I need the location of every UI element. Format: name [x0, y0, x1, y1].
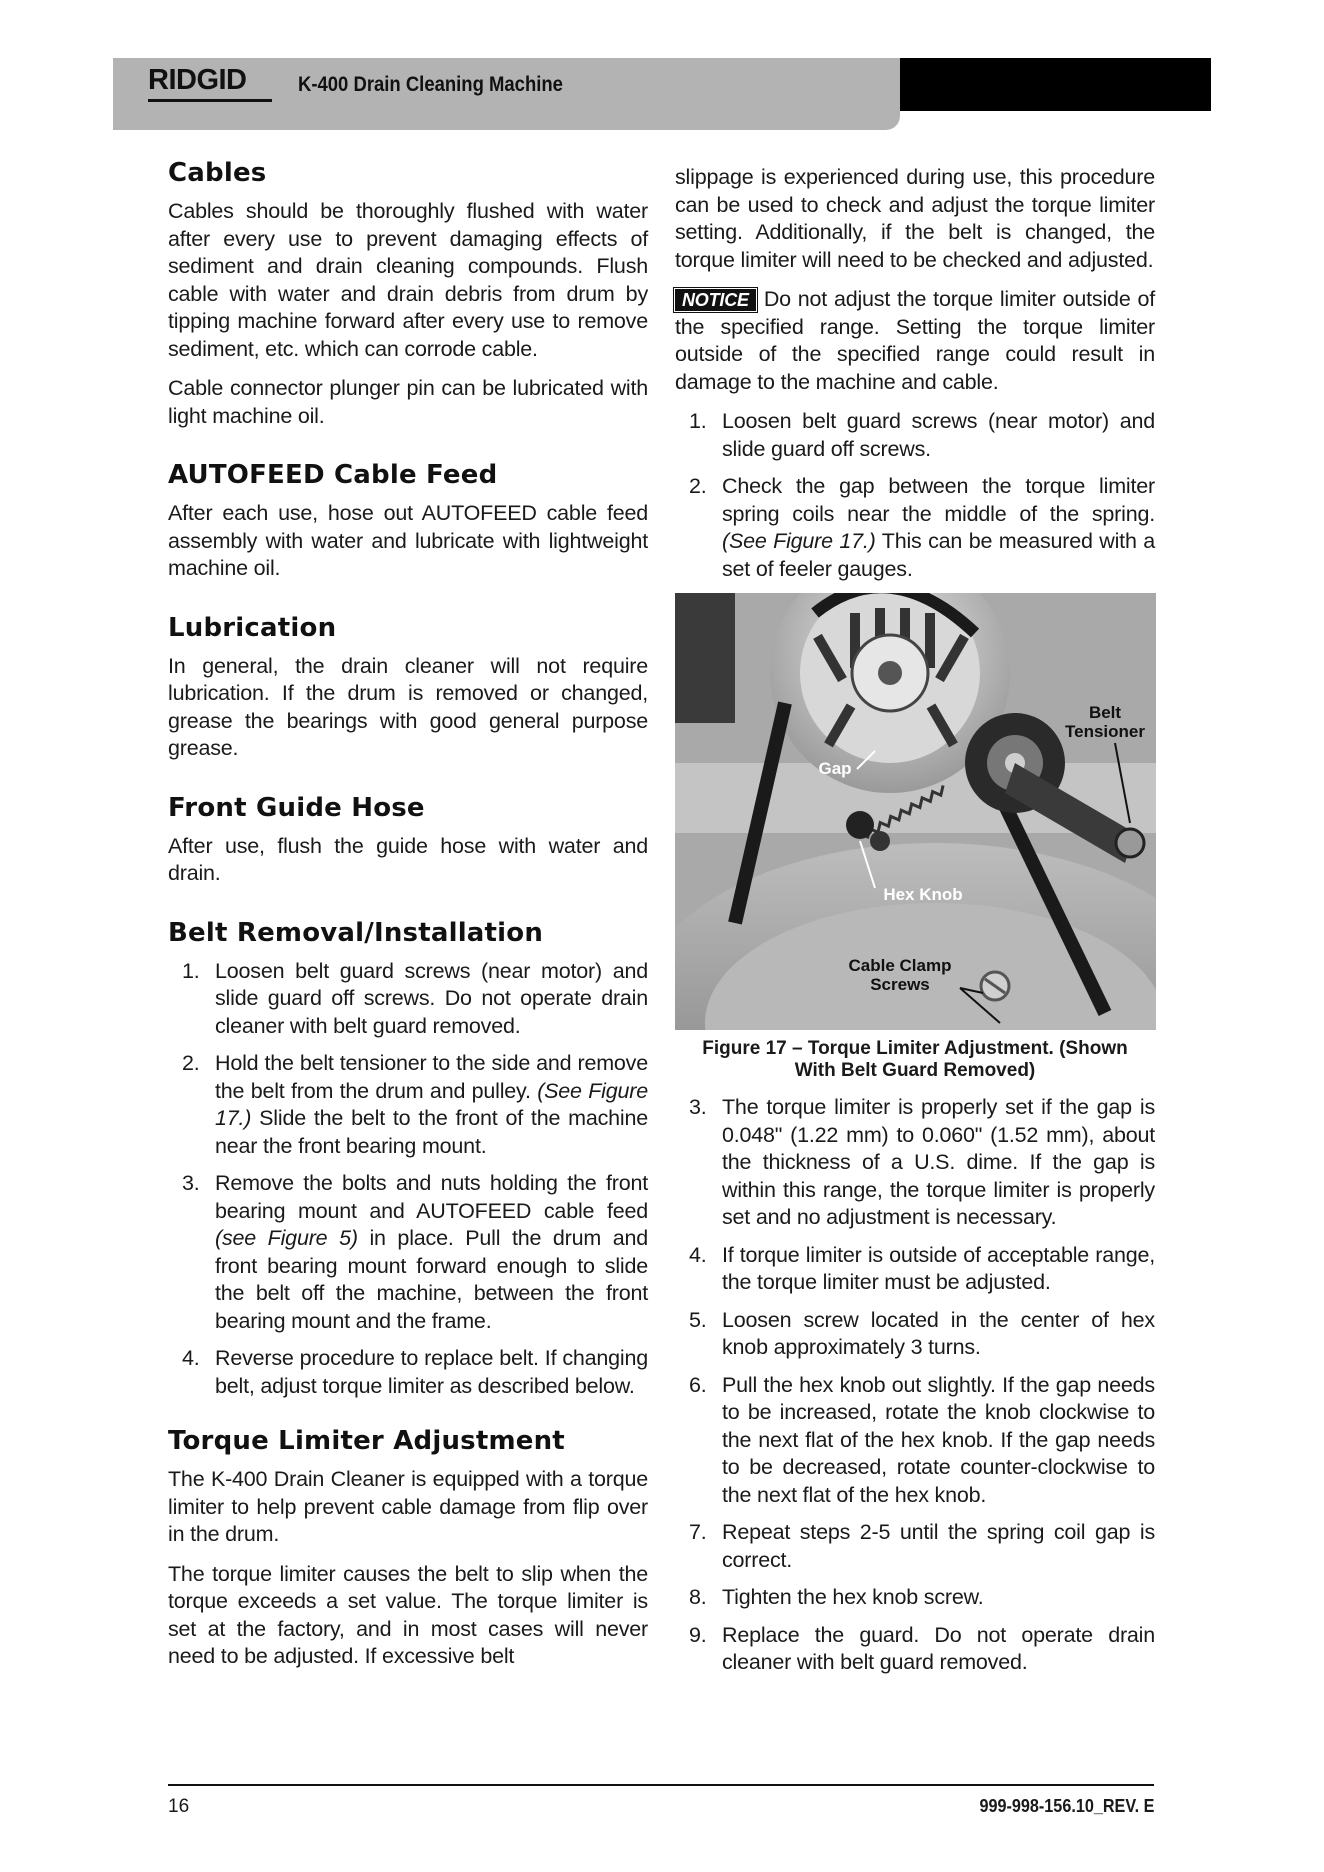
list-item: [675, 473, 1155, 583]
header-tab: [113, 114, 900, 130]
step-text: Check the gap between the torque limiter spring coils near the middle of the spring.: [722, 474, 1155, 526]
step-text: Pull the hex knob out slightly. If the gap needs to be increased, rotate the knob clockwise to the next flat of the hex knob. If the gap needs to be decreased, rotate counter-clockwise to the next flat of the hex knob.: [722, 1372, 1155, 1507]
step-number: 1.: [182, 958, 200, 983]
step-text: in place. Pull the drum and front bearing mount forward enough to slide the belt off the machine, between the front bearing mount and the frame.: [215, 1226, 648, 1333]
right-column: [675, 164, 1155, 1687]
notice-text: Do not adjust the torque limiter outside of the specified range. Setting the torque limiter outside of the specified range could result in damage to the machine and cable.: [675, 287, 1155, 394]
list-item: [168, 1345, 648, 1400]
section-heading: Belt Removal/Installation: [168, 917, 544, 948]
step-text: Replace the guard. Do not operate drain cleaner with belt guard removed.: [722, 1622, 1155, 1674]
document-code: 999-998-156.10_REV. E: [978, 1796, 1154, 1816]
step-text: Loosen belt guard screws (near motor) and slide guard off screws.: [722, 409, 1155, 461]
step-number: 1.: [689, 409, 707, 433]
step-text: Hold the belt tensioner to the side and remove the belt from the drum and pulley.: [215, 1051, 648, 1103]
step-text: Loosen belt guard screws (near motor) and slide guard off screws. Do not operate drain cleaner with belt guard removed.: [215, 958, 648, 1038]
step-text: This can be measured with a set of feeler gauges.: [722, 529, 1155, 581]
belt-steps-list: [168, 958, 648, 1401]
notice-paragraph: [675, 286, 1155, 396]
list-item: [675, 1094, 1155, 1232]
list-item: [675, 1622, 1155, 1677]
label-cable-clamp-screws: Cable Clamp Screws: [848, 956, 952, 994]
step-number: 3.: [182, 1171, 200, 1195]
brand-logo: RIDGID: [148, 64, 247, 96]
step-text: Slide the belt to the front of the machine near the front bearing mount.: [215, 1106, 648, 1158]
figure-caption: [675, 1038, 1155, 1082]
paragraph: In general, the drain cleaner will not require lubrication. If the drum is removed or changed, grease the bearings with good general purpose grease.: [168, 653, 648, 760]
list-item: [168, 958, 648, 1041]
label-belt-tensioner: Belt Tensioner: [1065, 703, 1145, 741]
step-number: 6.: [689, 1372, 707, 1397]
step-number: 4.: [182, 1346, 200, 1370]
section-autofeed: [168, 460, 648, 583]
section-front-guide-hose: [168, 793, 648, 888]
step-number: 5.: [689, 1307, 707, 1332]
step-number: 3.: [689, 1095, 707, 1119]
torque-steps-list-b: [675, 1094, 1155, 1677]
section-heading: Cables: [168, 158, 267, 188]
section-heading: AUTOFEED Cable Feed: [168, 460, 498, 490]
page-number: 16: [168, 1796, 190, 1817]
paragraph: slippage is experienced during use, this procedure can be used to check and adjust the torque limiter setting. Additionally, if the belt is changed, the torque limiter will need to be checked and adjusted.: [675, 165, 1155, 272]
notice-badge: NOTICE: [675, 289, 756, 311]
list-item: [675, 1584, 1155, 1612]
step-text: Remove the bolts and nuts holding the front bearing mount and AUTOFEED cable feed: [215, 1171, 648, 1223]
paragraph: After use, flush the guide hose with water and drain.: [168, 833, 648, 885]
step-text: The torque limiter is properly set if the gap is 0.048" (1.22 mm) to 0.060" (1.52 mm), about the thickness of a U.S. dime. If the gap is within this range, the torque limiter is properly set and no adjustment is necessary.: [722, 1095, 1155, 1229]
left-column: [168, 158, 648, 1701]
section-lubrication: [168, 613, 648, 763]
step-number: 9.: [689, 1622, 707, 1647]
header-black-block: [900, 58, 1211, 111]
step-number: 8.: [689, 1585, 707, 1609]
step-text: Reverse procedure to replace belt. If changing belt, adjust torque limiter as described below.: [215, 1346, 648, 1398]
brand-logo-underline: [148, 99, 272, 102]
list-item: [675, 1242, 1155, 1297]
label-hex-knob: Hex Knob: [883, 885, 963, 904]
list-item: [675, 408, 1155, 463]
step-number: 2.: [689, 474, 707, 498]
section-cables: [168, 158, 648, 430]
section-belt-removal: [168, 918, 648, 1401]
list-item: [168, 1170, 648, 1335]
section-heading: Lubrication: [168, 612, 337, 643]
caption-line: Figure 17 – Torque Limiter Adjustment. (Shown: [702, 1038, 1128, 1059]
list-item: [675, 1519, 1155, 1574]
document-title: K-400 Drain Cleaning Machine: [298, 73, 563, 96]
caption-line: With Belt Guard Removed): [794, 1060, 1036, 1081]
step-text: Repeat steps 2-5 until the spring coil gap is correct.: [722, 1520, 1155, 1572]
step-number: 7.: [689, 1520, 707, 1544]
torque-steps-list-a: [675, 408, 1155, 583]
paragraph: After each use, hose out AUTOFEED cable feed assembly with water and lubricate with lightweight machine oil.: [168, 501, 648, 580]
figure-17-photo: [675, 593, 1156, 1030]
paragraph: The K-400 Drain Cleaner is equipped with a torque limiter to help prevent cable damage from flip over in the drum.: [168, 1467, 648, 1546]
list-item: [675, 1307, 1155, 1362]
step-text: Loosen screw located in the center of hex knob approximately 3 turns.: [722, 1307, 1155, 1359]
list-item: [675, 1372, 1155, 1510]
step-text: Tighten the hex knob screw.: [722, 1585, 984, 1609]
paragraph: The torque limiter causes the belt to slip when the torque exceeds a set value. The torque limiter is set at the factory, and in most cases will never need to be adjusted. If excessive belt: [168, 1561, 648, 1668]
label-gap: Gap: [818, 759, 852, 778]
section-torque-limiter: [168, 1426, 648, 1671]
footer-rule: [168, 1784, 1154, 1786]
section-heading: Torque Limiter Adjustment: [168, 1426, 565, 1456]
step-number: 4.: [689, 1242, 707, 1267]
figure-reference: (see Figure 5): [215, 1226, 358, 1250]
paragraph: Cables should be thoroughly flushed with water after every use to prevent damaging effects of sediment and drain cleaning compounds. Flush cable with water and drain debris from drum by tipping machine forward after every use to remove sediment, etc. which can corrode cable.: [168, 199, 648, 361]
step-text: If torque limiter is outside of acceptable range, the torque limiter must be adjusted.: [722, 1242, 1155, 1294]
section-heading: Front Guide Hose: [168, 792, 425, 823]
figure-reference: (See Figure 17.): [215, 1078, 648, 1130]
list-item: [168, 1050, 648, 1160]
step-number: 2.: [182, 1051, 200, 1075]
paragraph: Cable connector plunger pin can be lubricated with light machine oil.: [168, 376, 648, 428]
figure-reference: (See Figure 17.): [722, 529, 876, 553]
